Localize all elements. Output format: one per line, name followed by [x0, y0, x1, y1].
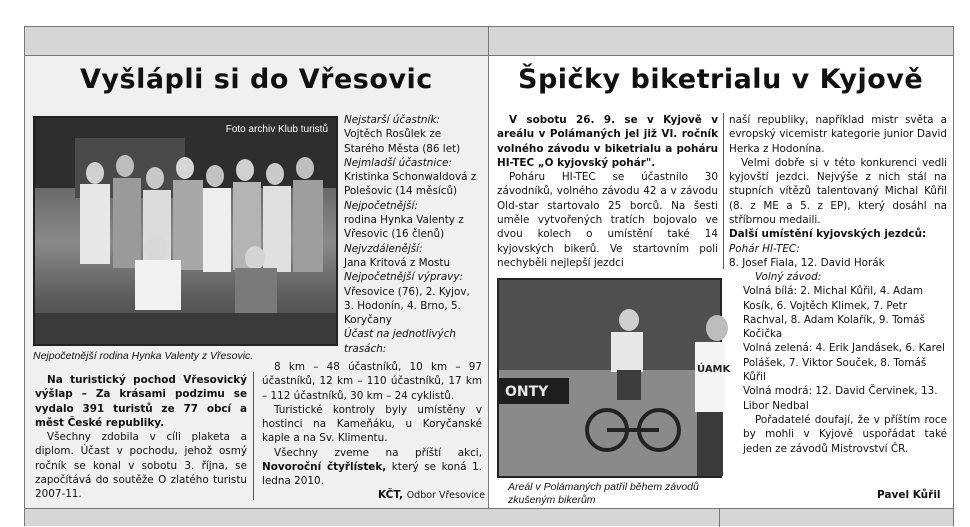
stat-text: Jana Kritová z Mostu	[344, 256, 451, 269]
right-lead-quote: „O kyjovský pohár".	[537, 156, 656, 169]
left-lead: Na turistický pochod Vřesovický výšlap – Za krásami podzimu se vydalo 391 turistů ze 77 obcí a měst České republiky.	[35, 374, 247, 429]
stat-text: rodina Hynka Valenty z Vřesovic (16 členů)	[344, 214, 464, 241]
family-group-photo	[33, 116, 338, 346]
stat-label: Nejstarší účastník:	[344, 114, 440, 126]
stat-label: Nejmladší účastnice:	[344, 156, 452, 169]
white-results: Volná bílá: 2. Michal Kůřil, 4. Adam Kosík, 6. Vojtěch Klimek, 7. Petr Rachval, 8. Adam Kolařík, 9. Tomáš Kočička	[743, 285, 925, 341]
right-paragraph-2: Velmi dobře si v této konkurenci vedli kyjovští jezdci. Nejvýše z nich stál na stupních vítězů talentovaný Michal Kůřil (8. z ME a 5. z EP), který dosáhl na stříbrnou medaili.	[729, 156, 947, 227]
left-trail-counts: 8 km – 48 účastníků, 10 km – 97 účastníků, 12 km – 110 účastníků, 17 km – 112 účastníků, 30 km – 24 cyklistů.	[262, 361, 482, 402]
left-signature: KČT, Odbor Vřesovice	[378, 489, 486, 501]
cup-label: Pohár HI-TEC:	[729, 242, 800, 255]
left-invite-end: který se koná 1. ledna 2010.	[262, 461, 482, 488]
closing-paragraph: Pořadatelé doufají, že v příštím roce by mohli v Kyjově uspořádat také jeden ze závodů Mistrovství ČR.	[743, 413, 947, 455]
stat-label: Účast na jednotlivých trasách:	[344, 328, 456, 355]
stat-label: Nejvzdálenější:	[344, 242, 423, 255]
stat-text: Vojtěch Rosůlek ze Starého Města (86 let)	[344, 128, 461, 155]
cup-results: 8. Josef Fiala, 12. David Horák	[729, 256, 885, 269]
vest-text: ÚAMK	[697, 364, 731, 375]
results-heading: Další umístění kyjovských jezdců:	[729, 228, 927, 241]
right-article-title: Špičky biketrialu v Kyjově	[518, 64, 924, 95]
left-event-name: Novoroční čtyřlístek,	[262, 461, 387, 474]
right-signature: Pavel Kůřil	[877, 489, 941, 501]
photo-banner-text: ONTY	[505, 384, 549, 400]
right-article-column-1	[497, 113, 718, 270]
stat-text: Kristinka Schonwaldová z Polešovic (14 měsíců)	[344, 171, 477, 198]
bottom-band	[24, 508, 954, 526]
right-lead: V sobotu 26. 9. se v Kyjově v areálu v Polámaných jel již VI. ročník volného závodu v biketrialu a poháru HI-TEC	[497, 114, 718, 169]
left-article-title: Vyšlápli si do Vřesovic	[80, 64, 433, 95]
right-photo-caption: Areál v Polámaných patřil během závodů zkušeným bikerům	[508, 481, 699, 506]
stat-text: Vřesovice (76), 2. Kyjov, 3. Hodonín, 4. Brno, 5. Koryčany	[344, 285, 470, 327]
right-paragraph-1-cont: naší republiky, například mistr světa a evropský vicemistr kategorie junior David Herka z Hodonína.	[729, 114, 947, 155]
left-checkpoints: Turistické kontroly byly umístěny v hostinci na Kameňáku, u Koryčanské kaple a na Sv. Klimentu.	[262, 403, 482, 445]
left-article-body	[35, 373, 247, 502]
photo-credit: Foto archiv Klub turistů	[225, 124, 328, 135]
biketrial-photo	[497, 278, 731, 478]
top-band	[24, 26, 954, 56]
left-sidebar-stats	[344, 113, 483, 356]
green-results: Volná zelená: 4. Erik Jandásek, 6. Karel Polášek, 7. Viktor Souček, 8. Tomáš Kůřil	[743, 342, 945, 384]
left-photo-caption: Nejpočetnější rodina Hynka Valenty z Vřesovic.	[33, 350, 254, 362]
blue-results: Volná modrá: 12. David Červinek, 13. Libor Nedbal	[743, 385, 938, 412]
column-divider	[488, 56, 489, 508]
right-article-column-2	[729, 113, 947, 270]
free-label: Volný závod:	[755, 271, 822, 283]
left-article-column-2	[262, 360, 482, 489]
free-race-results	[743, 270, 947, 456]
stat-label: Nejpočetnější výpravy:	[344, 271, 463, 284]
left-invite: Všechny zveme na příští akci,	[274, 446, 482, 459]
stat-label: Nejpočetnější:	[344, 199, 418, 212]
left-paragraph: Všechny zdobila v cíli plaketa a diplom. Účast v pochodu, jehož osmý ročník se konal v sobotu 3. října, se započítává do soutěže O zlatého turistu 2007-11.	[35, 431, 247, 501]
right-paragraph-1: Poháru HI-TEC se účastnilo 30 závodníků, volného závodu 42 a v závodu Old-star startovalo 25 borců. Na šesti uměle vytvořených tratích bojovalo ve dvou kolech o umístění také 14 kyjovských bikerů. Ve startovním poli nechyběli nejlepší jezdci	[497, 171, 718, 269]
